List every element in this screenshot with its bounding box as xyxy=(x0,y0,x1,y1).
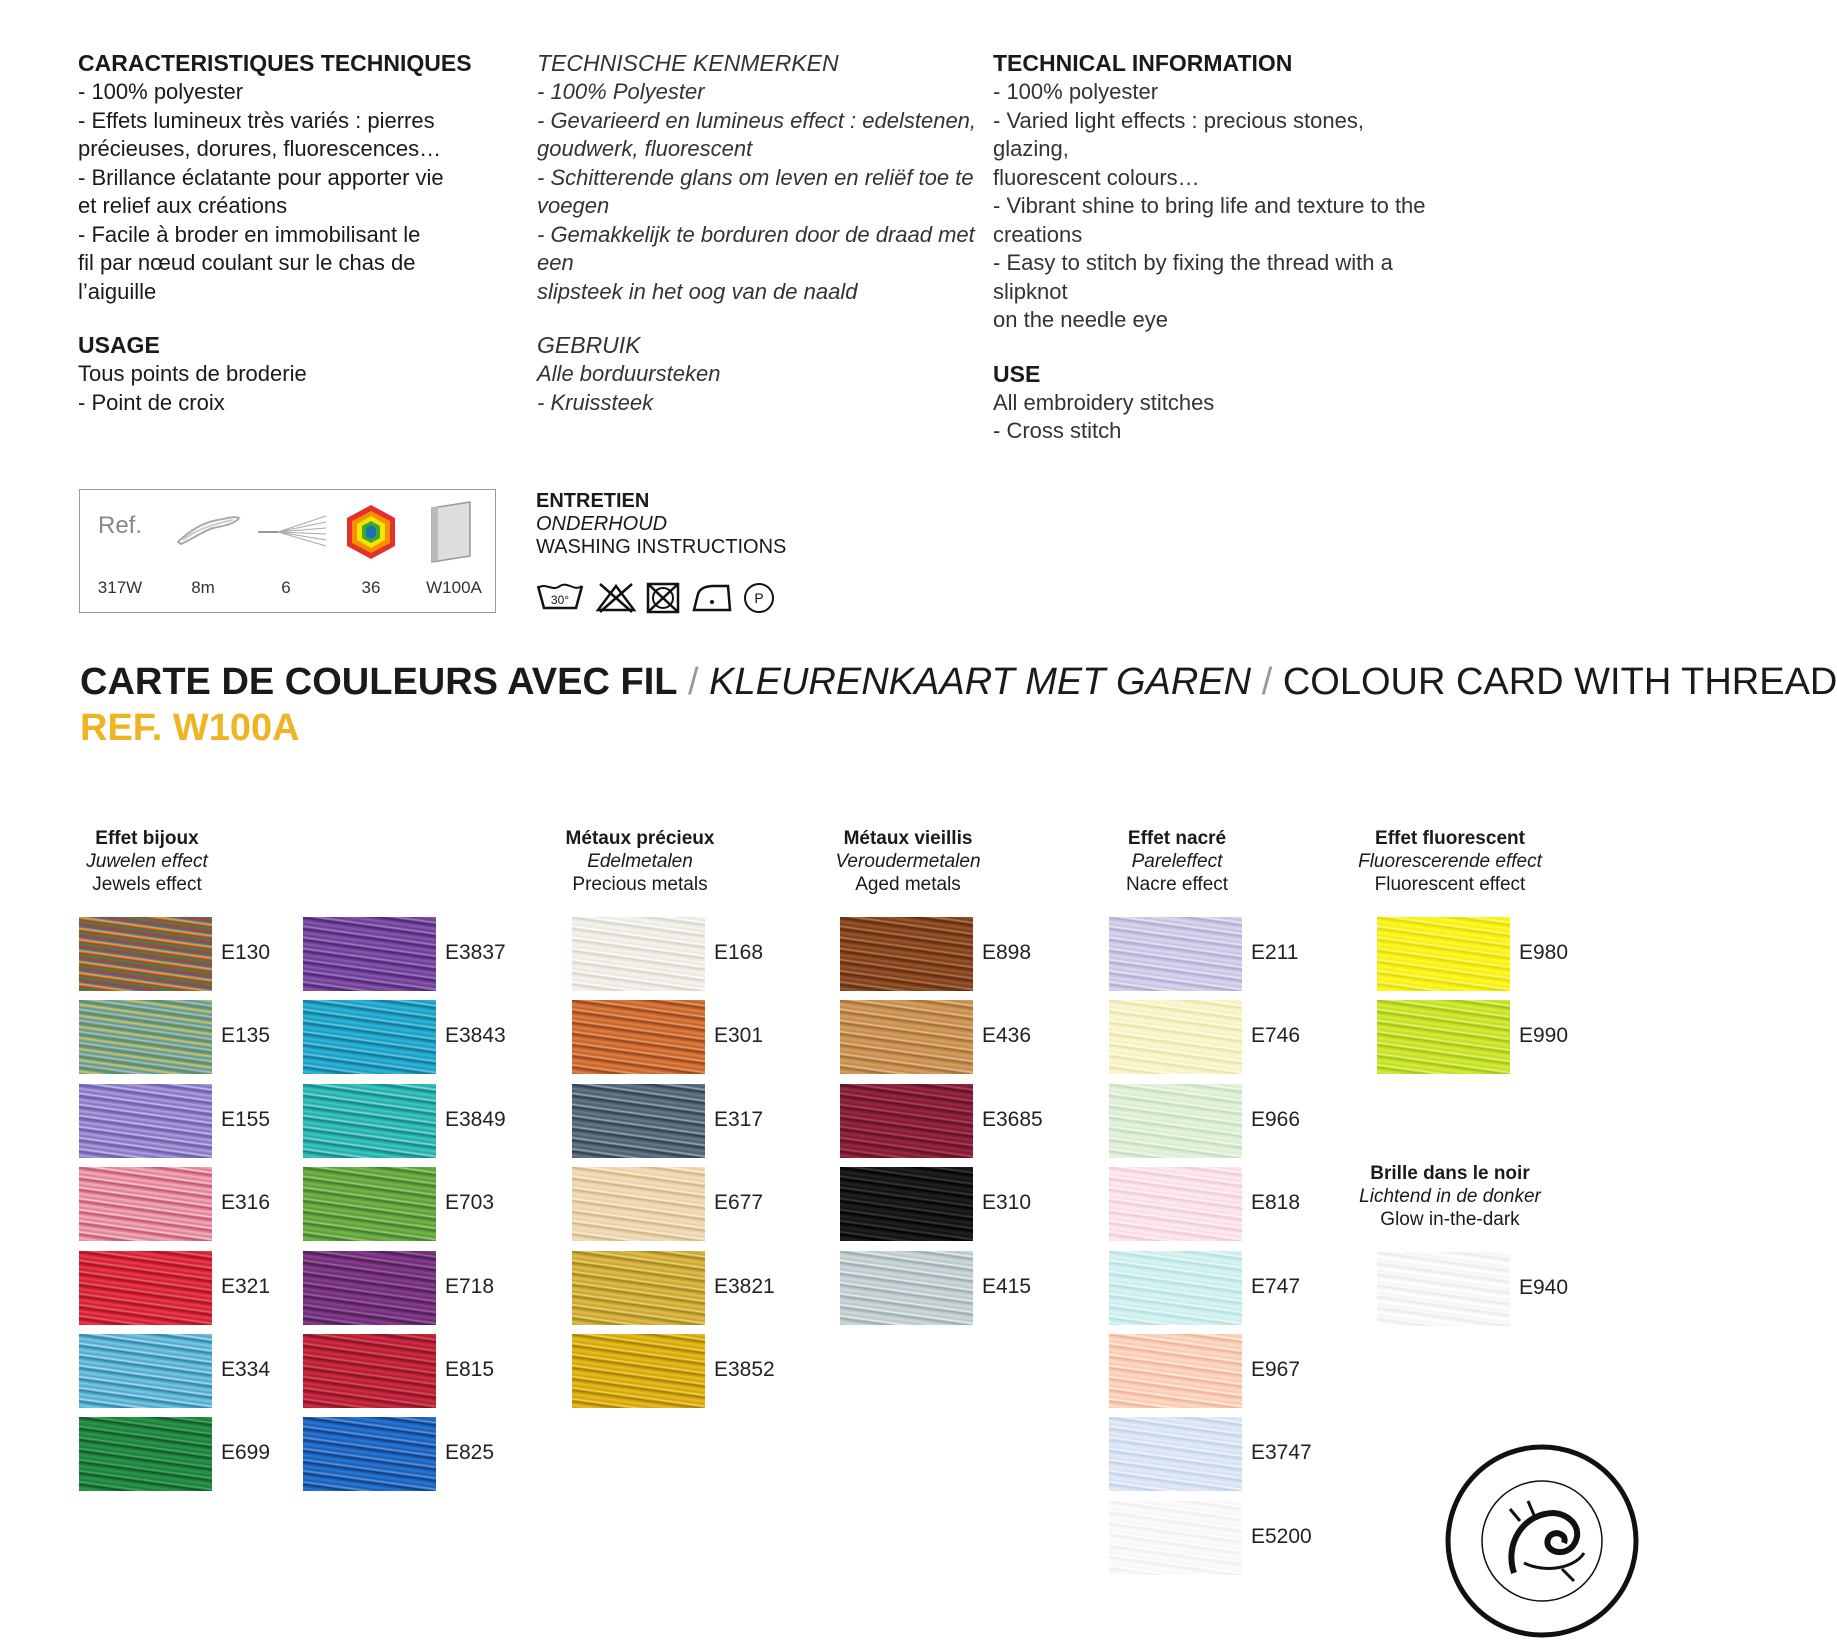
swatch-code: E746 xyxy=(1251,1024,1301,1048)
thread-swatch-e990 xyxy=(1377,1000,1510,1074)
thread-swatch-e317 xyxy=(572,1084,705,1158)
text-line: - Varied light effects : precious stones, glazing, xyxy=(993,107,1364,161)
colour-card-icon xyxy=(430,500,476,564)
thread-swatch-e3821 xyxy=(572,1251,705,1325)
thread-swatch-e3849 xyxy=(303,1084,436,1158)
swatch-code: E3821 xyxy=(714,1274,775,1298)
thread-swatch-e168 xyxy=(572,917,705,991)
text-line: - Effets lumineux très variés : pierres xyxy=(78,107,435,133)
swatch-code: E334 xyxy=(221,1358,271,1381)
text-line: creations xyxy=(993,221,1083,247)
care-nl: ONDERHOUD xyxy=(536,513,668,535)
text-line: goudwerk, fluorescent xyxy=(537,136,753,161)
card-ref: REF. W100A xyxy=(80,707,300,749)
text-line: slipsteek in het oog van de naald xyxy=(537,278,858,304)
no-bleach-icon xyxy=(596,582,636,612)
text-line: - Brillance éclatante pour apporter vie xyxy=(78,164,444,190)
thread-swatch-e940 xyxy=(1377,1252,1510,1326)
fr-use-title: USAGE xyxy=(78,332,160,358)
fr-column xyxy=(78,48,518,417)
thread-swatch-e3747 xyxy=(1109,1417,1242,1491)
swatch-code: E310 xyxy=(982,1191,1032,1215)
group-header-nacre xyxy=(1082,827,1272,896)
group-en: Nacre effect xyxy=(1125,874,1229,895)
group-en: Glow in-the-dark xyxy=(1380,1209,1520,1230)
length-value: 8m xyxy=(191,578,215,597)
text-line: Alle borduursteken xyxy=(537,361,721,386)
fr-tech-lines xyxy=(78,78,518,306)
group-nl: Edelmetalen xyxy=(587,851,693,872)
swatch-code: E677 xyxy=(714,1191,764,1215)
card-title xyxy=(80,660,1837,704)
card-title-en: COLOUR CARD WITH THREAD xyxy=(1282,661,1837,703)
swatch-code: E317 xyxy=(714,1107,764,1131)
thread-swatch-e5200 xyxy=(1109,1501,1242,1575)
swatch-code: E980 xyxy=(1519,941,1569,964)
swatch-code: E211 xyxy=(1251,941,1299,964)
group-header-glow xyxy=(1340,1162,1560,1231)
thread-swatch-e746 xyxy=(1109,1000,1242,1074)
dry-clean-letter: P xyxy=(754,590,764,606)
ref-value: 317W xyxy=(97,578,143,597)
group-en: Aged metals xyxy=(855,874,961,895)
swatch-code: E3843 xyxy=(445,1024,506,1048)
card-title-sep-1: / xyxy=(688,661,699,703)
thread-swatch-e334 xyxy=(79,1334,212,1408)
thread-swatch-e815 xyxy=(303,1334,436,1408)
text-line: - 100% polyester xyxy=(993,79,1159,104)
nl-column xyxy=(537,48,977,417)
group-nl: Veroudermetalen xyxy=(835,851,981,872)
shop-stamp-seal xyxy=(1444,1443,1640,1639)
en-use-lines xyxy=(993,389,1433,446)
thread-swatch-e703 xyxy=(303,1167,436,1241)
care-en: WASHING INSTRUCTIONS xyxy=(536,536,787,558)
thread-swatch-e898 xyxy=(840,917,973,991)
group-en: Precious metals xyxy=(572,874,708,895)
group-nl: Lichtend in de donker xyxy=(1359,1186,1541,1207)
swatch-code: E3685 xyxy=(982,1107,1043,1131)
group-nl: Juwelen effect xyxy=(86,851,208,872)
thread-swatch-e3837 xyxy=(303,917,436,991)
fr-use-lines xyxy=(78,360,518,417)
swatch-code: E3837 xyxy=(445,941,506,964)
thread-swatch-e3852 xyxy=(572,1334,705,1408)
swatch-code: E130 xyxy=(221,941,271,964)
strands-icon xyxy=(258,512,328,548)
swatch-code: E321 xyxy=(221,1274,271,1298)
swatch-code: E3852 xyxy=(714,1358,775,1381)
group-header-aged xyxy=(813,827,1003,896)
text-line: All embroidery stitches xyxy=(993,389,1215,415)
swatch-code: E415 xyxy=(982,1274,1032,1298)
nl-tech-title: TECHNISCHE KENMERKEN xyxy=(537,50,839,76)
strands-value: 6 xyxy=(281,578,291,597)
swatch-code: E436 xyxy=(982,1024,1032,1048)
text-line: et relief aux créations xyxy=(78,193,288,218)
wash-temp: 30° xyxy=(550,593,570,607)
thread-swatch-e980 xyxy=(1377,917,1510,991)
text-line: - Schitterende glans om leven en reliëf toe te xyxy=(537,164,974,190)
swatch-code: E301 xyxy=(714,1024,764,1048)
thread-swatch-e825 xyxy=(303,1417,436,1491)
swatch-code: E168 xyxy=(714,941,764,964)
thread-swatch-e747 xyxy=(1109,1251,1242,1325)
text-line: - Facile à broder en immobilisant le xyxy=(78,221,421,247)
en-tech-lines xyxy=(993,78,1433,335)
card-value: W100A xyxy=(426,578,482,597)
thread-swatch-e818 xyxy=(1109,1167,1242,1241)
thread-swatch-e135 xyxy=(79,1000,212,1074)
care-fr: ENTRETIEN xyxy=(536,490,650,512)
swatch-code: E966 xyxy=(1251,1107,1301,1131)
en-use-title: USE xyxy=(993,360,1041,387)
thread-swatch-e130 xyxy=(79,917,212,991)
group-en: Jewels effect xyxy=(92,874,202,895)
colour-hexagon-icon xyxy=(346,504,396,560)
swatch-code: E815 xyxy=(445,1358,495,1381)
swatch-code: E940 xyxy=(1519,1276,1569,1299)
wash-30-icon xyxy=(536,582,584,612)
thread-swatch-e436 xyxy=(840,1000,973,1074)
ref-label: Ref. xyxy=(97,512,142,539)
swatch-code: E718 xyxy=(445,1274,495,1298)
swatch-code: E5200 xyxy=(1251,1524,1312,1548)
thread-swatch-e718 xyxy=(303,1251,436,1325)
text-line: - 100% Polyester xyxy=(537,79,705,104)
swatch-code: E747 xyxy=(1251,1274,1301,1298)
iron-low-icon xyxy=(692,584,732,612)
colours-value: 36 xyxy=(361,578,381,597)
group-nl: Pareleffect xyxy=(1131,851,1223,872)
group-fr: Métaux vieillis xyxy=(843,828,973,849)
thread-swatch-e699 xyxy=(79,1417,212,1491)
text-line: voegen xyxy=(537,193,610,218)
text-line: - Cross stitch xyxy=(993,418,1122,443)
card-title-fr: CARTE DE COULEURS AVEC FIL xyxy=(80,661,678,703)
nl-use-lines xyxy=(537,360,977,417)
group-en: Fluorescent effect xyxy=(1374,874,1526,895)
swatch-code: E898 xyxy=(982,941,1032,964)
swatch-code: E3747 xyxy=(1251,1441,1312,1465)
group-fr: Effet nacré xyxy=(1127,828,1227,849)
thread-swatch-e321 xyxy=(79,1251,212,1325)
swatch-code: E699 xyxy=(221,1441,271,1465)
text-line: on the needle eye xyxy=(993,307,1168,332)
thread-swatch-e3843 xyxy=(303,1000,436,1074)
swatch-code: E967 xyxy=(1251,1358,1301,1381)
thread-swatch-e677 xyxy=(572,1167,705,1241)
swatch-code: E3849 xyxy=(445,1107,506,1131)
swatch-code: E818 xyxy=(1251,1191,1301,1215)
card-title-nl: KLEURENKAART MET GAREN xyxy=(709,661,1252,703)
swatch-code: E155 xyxy=(221,1107,271,1131)
text-line: - Vibrant shine to bring life and texture to the xyxy=(993,193,1426,218)
swatch-code: E825 xyxy=(445,1441,495,1465)
text-line: fluorescent colours… xyxy=(993,164,1200,190)
thread-swatch-e211 xyxy=(1109,917,1242,991)
text-line: l’aiguille xyxy=(78,278,157,304)
thread-swatch-e310 xyxy=(840,1167,973,1241)
text-line: - Kruissteek xyxy=(537,389,654,415)
group-fr: Brille dans le noir xyxy=(1370,1163,1530,1184)
product-info-box xyxy=(79,489,496,613)
group-fr: Effet fluorescent xyxy=(1375,828,1525,849)
text-line: fil par nœud coulant sur le chas de xyxy=(78,250,416,275)
skein-icon xyxy=(173,510,243,550)
thread-swatch-e415 xyxy=(840,1251,973,1325)
nl-tech-lines xyxy=(537,78,977,306)
fr-tech-title: CARACTERISTIQUES TECHNIQUES xyxy=(78,50,472,76)
group-header-precious xyxy=(545,827,735,896)
group-fr: Métaux précieux xyxy=(565,828,715,849)
group-header-fluo xyxy=(1340,827,1560,896)
thread-swatch-e966 xyxy=(1109,1084,1242,1158)
thread-swatch-e155 xyxy=(79,1084,212,1158)
swatch-code: E135 xyxy=(221,1024,271,1048)
text-line: Tous points de broderie xyxy=(78,361,307,386)
group-nl: Fluorescerende effect xyxy=(1358,851,1542,872)
text-line: - Point de croix xyxy=(78,389,225,415)
text-line: - Gemakkelijk te borduren door de draad met een xyxy=(537,221,975,275)
en-column xyxy=(993,48,1433,446)
nl-use-title: GEBRUIK xyxy=(537,332,641,358)
care-heading xyxy=(536,490,786,559)
thread-swatch-e967 xyxy=(1109,1334,1242,1408)
thread-swatch-e316 xyxy=(79,1167,212,1241)
card-title-sep-2: / xyxy=(1261,661,1273,703)
group-header-jewels xyxy=(72,827,222,896)
swatch-code: E990 xyxy=(1519,1024,1569,1048)
thread-swatch-e301 xyxy=(572,1000,705,1074)
text-line: précieuses, dorures, fluorescences… xyxy=(78,136,442,161)
swatch-code: E316 xyxy=(221,1191,271,1215)
dry-clean-p-icon xyxy=(742,582,776,614)
thread-swatch-e3685 xyxy=(840,1084,973,1158)
swatch-code: E703 xyxy=(445,1191,495,1215)
text-line: - Easy to stitch by fixing the thread with a slipknot xyxy=(993,250,1393,304)
text-line: - 100% polyester xyxy=(78,79,244,104)
text-line: - Gevarieerd en lumineus effect : edelstenen, xyxy=(537,107,977,133)
group-fr: Effet bijoux xyxy=(95,828,199,849)
no-tumble-dry-icon xyxy=(646,582,680,614)
en-tech-title: TECHNICAL INFORMATION xyxy=(993,50,1293,76)
